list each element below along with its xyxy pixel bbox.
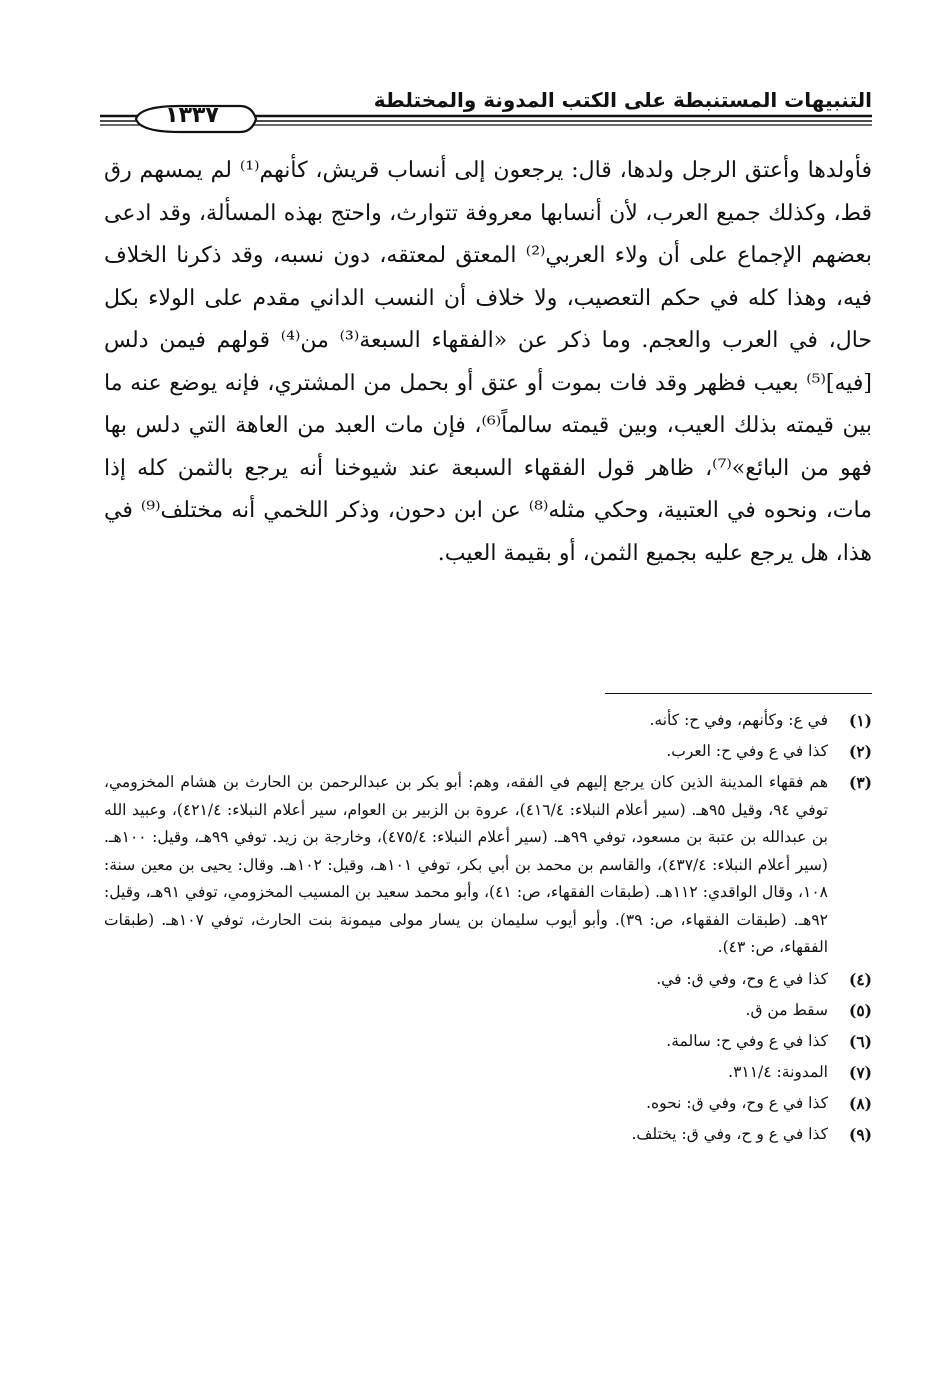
footnote-number: (٤) [848, 969, 872, 989]
footnote-3 [104, 769, 872, 962]
footnote-6 [104, 1026, 872, 1057]
footnote-8 [104, 1088, 872, 1119]
page-number: ١٣٣٧ [165, 103, 219, 128]
footnote-text: كذا في ع وح، وفي ق: في. [656, 969, 828, 988]
footnote-number: (٨) [848, 1093, 872, 1113]
footnote-text: كذا في ع وفي ح: سالمة. [666, 1031, 828, 1050]
footnote-text: سقط من ق. [745, 1000, 828, 1019]
footnote-text: هم فقهاء المدينة الذين كان يرجع إليهم في الفقه، وهم: أبو بكر بن عبدالرحمن بن الحارث بن هشام المخزومي، توفي ٩٤، وقيل ٩٥هـ. (سير أعلام النبلاء: ٤١٦/٤)، عروة بن الزبير بن العوام، سير أعلام النبلاء: ٤٢١/٤)، وعبيد الله بن عبدالله بن عتبة بن مسعود، توفي ٩٩هـ. (سير أعلام النبلاء: ٤٧٥/٤)، وخارجة بن زيد. توفي ٩٩هـ، وقيل: ١٠٠هـ. (سير أعلام النبلاء: ٤٣٧/٤)، والقاسم بن محمد بن أبي بكر، توفي ١٠١هـ، وقيل: ١٠٢هـ. وقال: يحيى بن معين سنة: ١٠٨، وقال الواقدي: ١١٢هـ. (طبقات الفقهاء، ص: ٤١)، وأبو محمد سعيد بن المسيب المخزومي، توفي ٩١هـ، وقيل: ٩٢هـ. (طبقات الفقهاء، ص: ٣٩). وأبو أيوب سليمان بن يسار مولى ميمونة بنت الحارث، توفي ١٠٧هـ. (طبقات الفقهاء، ص: ٤٣). [104, 773, 828, 956]
footnote-9 [104, 1119, 872, 1150]
footnote-text: المدونة: ٣١١/٤. [728, 1062, 828, 1081]
footnote-number: (٧) [848, 1062, 872, 1082]
footnote-number: (٩) [848, 1124, 872, 1144]
footnote-number: (٢) [848, 742, 872, 761]
footnote-text: كذا في ع وح، وفي ق: نحوه. [646, 1093, 828, 1112]
footnotes [104, 705, 872, 1150]
footnote-number: (٥) [848, 1000, 872, 1020]
footnote-number: (٣) [848, 773, 872, 792]
main-text [104, 150, 872, 575]
body-paragraph: فأولدها وأعتق الرجل ولدها، قال: يرجعون إلى أنساب قريش، كأنهم⁽¹⁾ لم يمسهم رق قط، وكذلك جميع العرب، لأن أنسابها معروفة تتوارث، واحتج بهذه المسألة، وقد ادعى بعضهم الإجماع على أن ولاء العربي⁽²⁾ المعتق لمعتقه، دون نسبه، وقد ذكرنا الخلاف فيه، وهذا كله في حكم التعصيب، ولا خلاف أن النسب الداني مقدم على الولاء بكل حال، في العرب والعجم. وما ذكر عن «الفقهاء السبعة⁽³⁾ من⁽⁴⁾ قولهم فيمن دلس [فيه]⁽⁵⁾ بعيب فظهر وقد فات بموت أو عتق أو بحمل من المشتري، فإنه يوضع عنه ما بين قيمته بذلك العيب، وبين قيمته سالماً⁽⁶⁾، فإن مات العبد من العاهة التي دلس بها فهو من البائع»⁽⁷⁾، ظاهر قول الفقهاء السبعة عند شيوخنا أنه يرجع بالثمن كله إذا مات، ونحوه في العتبية، وحكي مثله⁽⁸⁾ عن ابن دحون، وذكر اللخمي أنه مختلف⁽⁹⁾ في هذا، هل يرجع عليه بجميع الثمن، أو بقيمة العيب. [104, 158, 873, 566]
footnote-separator [605, 693, 872, 694]
footnote-text: في ع: وكأنهم، وفي ح: كأنه. [649, 711, 828, 729]
footnote-1 [104, 705, 872, 736]
running-title: التنبيهات المستنبطة على الكتب المدونة والمختلطة [373, 88, 872, 112]
footnote-text: كذا في ع و ح، وفي ق: يختلف. [631, 1124, 828, 1143]
footnote-number: (١) [848, 711, 872, 730]
footnote-5 [104, 995, 872, 1026]
footnote-7 [104, 1057, 872, 1088]
footnote-4 [104, 964, 872, 995]
footnote-number: (٦) [848, 1031, 872, 1051]
footnote-text: كذا في ع وفي ح: العرب. [666, 742, 828, 760]
footnote-2 [104, 736, 872, 767]
